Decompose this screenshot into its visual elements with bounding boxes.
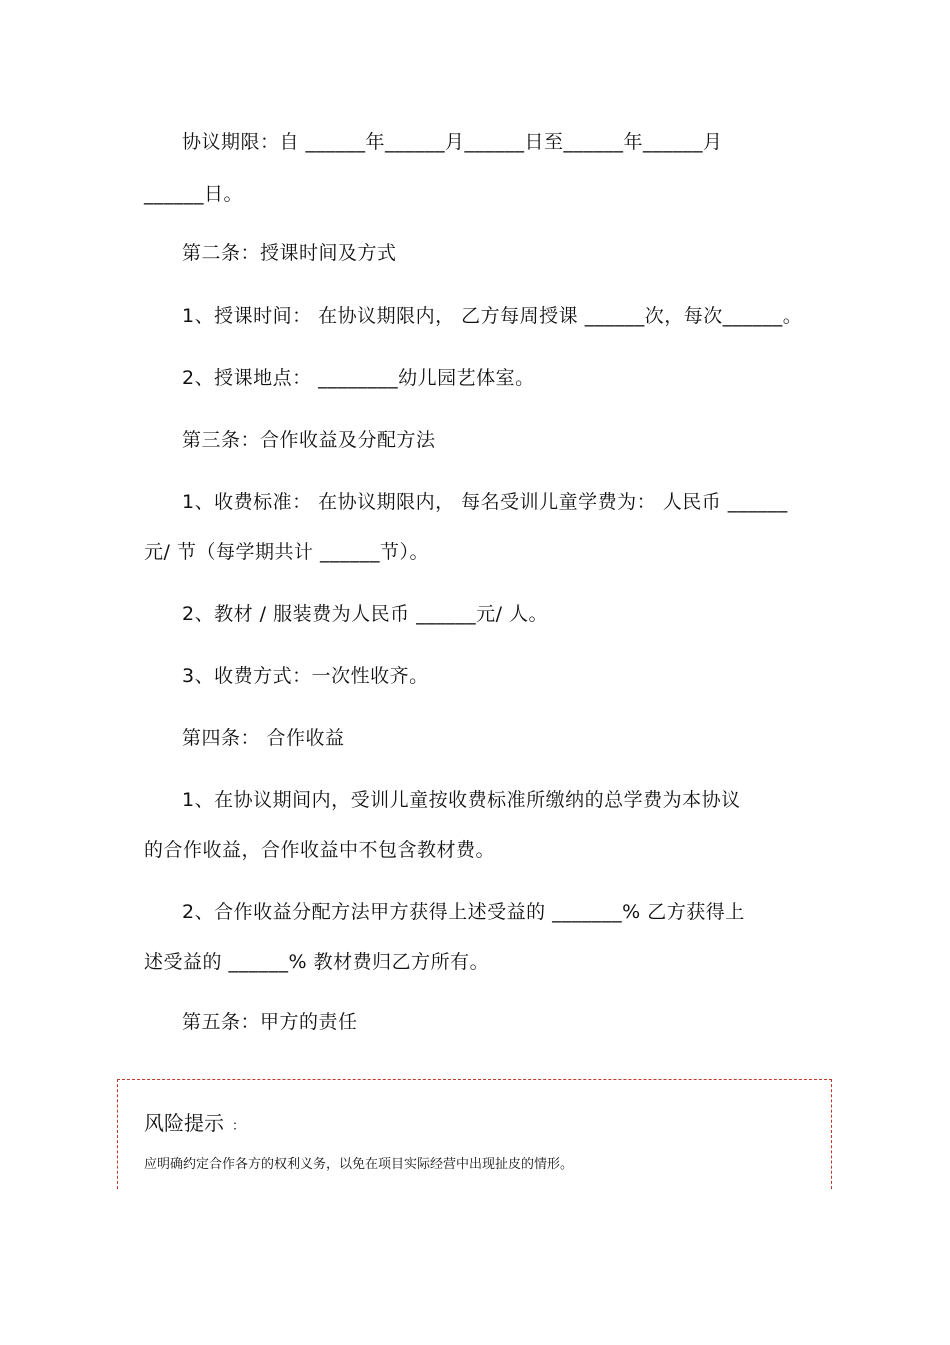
risk-notice-title bbox=[144, 1110, 245, 1140]
class-time-line: 1、授课时间： 在协议期限内， 乙方每周授课 ______次，每次______。 bbox=[182, 305, 803, 327]
agreement-term-line: 协议期限：自 ______年______月______日至______年______月 bbox=[182, 131, 723, 153]
risk-notice-title-text: 风险提示 bbox=[144, 1111, 224, 1135]
revenue-definition-line-cont: 的合作收益，合作收益中不包含教材费。 bbox=[144, 839, 496, 861]
risk-notice-box bbox=[117, 1079, 832, 1189]
article-3-heading: 第三条：合作收益及分配方法 bbox=[182, 429, 436, 451]
class-location-line: 2、授课地点： ________幼儿园艺体室。 bbox=[182, 367, 535, 389]
fee-standard-line-cont: 元/ 节（每学期共计 ______节）。 bbox=[144, 541, 429, 563]
agreement-term-line-cont: ______日。 bbox=[144, 183, 244, 205]
article-5-heading: 第五条：甲方的责任 bbox=[182, 1011, 358, 1033]
risk-notice-colon: ： bbox=[232, 1119, 246, 1134]
revenue-split-line-cont: 述受益的 ______% 教材费归乙方所有。 bbox=[144, 951, 490, 973]
payment-method-line: 3、收费方式：一次性收齐。 bbox=[182, 665, 429, 687]
material-fee-line: 2、教材 / 服装费为人民币 ______元/ 人。 bbox=[182, 603, 549, 625]
article-2-heading: 第二条：授课时间及方式 bbox=[182, 242, 397, 264]
revenue-definition-line: 1、在协议期间内，受训儿童按收费标准所缴纳的总学费为本协议 bbox=[182, 789, 741, 811]
article-4-heading: 第四条： 合作收益 bbox=[182, 727, 345, 749]
risk-notice-text: 应明确约定合作各方的权利义务，以免在项目实际经营中出现扯皮的情形。 bbox=[144, 1157, 574, 1172]
revenue-split-line: 2、合作收益分配方法甲方获得上述受益的 _______% 乙方获得上 bbox=[182, 901, 745, 923]
fee-standard-line: 1、收费标准： 在协议期限内， 每名受训儿童学费为： 人民币 ______ bbox=[182, 491, 788, 513]
